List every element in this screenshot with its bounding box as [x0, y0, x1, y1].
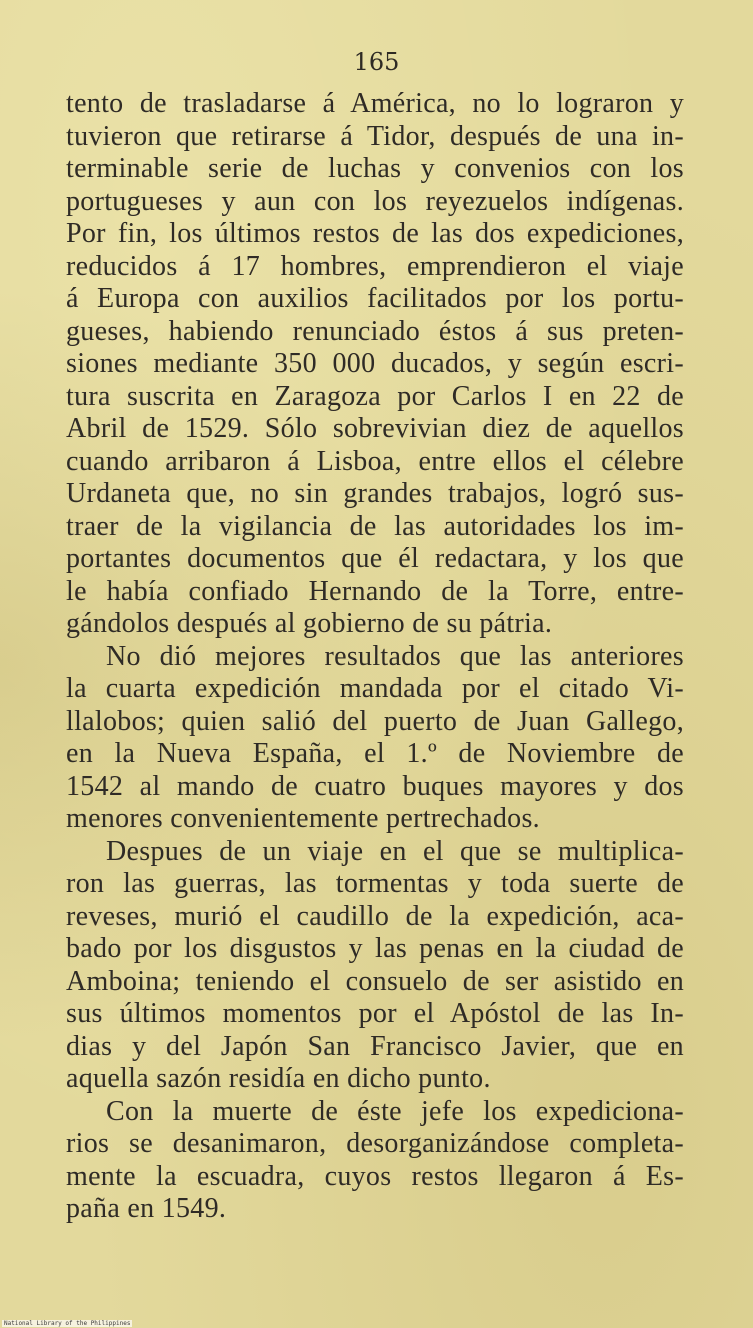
text-line: tuvieron que retirarse á Tidor, después de una in-: [66, 120, 684, 152]
text-line: cuando arribaron á Lisboa, entre ellos el célebre: [66, 445, 684, 477]
text-line: aquella sazón residía en dicho punto.: [66, 1063, 491, 1094]
text-line: Abril de 1529. Sólo sobrevivian diez de aquellos: [66, 413, 684, 444]
text-line: terminable serie de luchas y convenios con los: [66, 153, 684, 184]
text-line: paña en 1549.: [66, 1193, 227, 1224]
body-text: [66, 88, 684, 1226]
text-line: Por fin, los últimos restos de las dos expediciones,: [66, 218, 684, 249]
text-line: Despues de un viaje en el que se multiplica-: [106, 835, 684, 867]
text-line: rios se desanimaron, desorganizándose completa-: [66, 1128, 684, 1159]
text-line: gándolos después al gobierno de su pátria.: [66, 608, 553, 639]
text-line: á Europa con auxilios facilitados por los portu-: [66, 283, 684, 314]
text-line: le había confiado Hernando de la Torre, entre-: [66, 575, 684, 607]
text-line: siones mediante 350 000 ducados, y según escri-: [66, 348, 684, 379]
text-line: menores convenientemente pertrechados.: [66, 803, 540, 834]
text-line: Amboina; teniendo el consuelo de ser asistido en: [66, 965, 684, 997]
text-line: ron las guerras, las tormentas y toda suerte de: [66, 868, 684, 899]
text-line: bado por los disgustos y las penas en la ciudad de: [66, 933, 684, 964]
page-number: 165: [353, 48, 400, 76]
library-credit: National Library of the Philippines: [4, 1320, 131, 1327]
text-line: en la Nueva España, el 1.º de Noviembre de: [66, 738, 684, 769]
text-line: llalobos; quien salió del puerto de Juan Gallego,: [66, 705, 684, 737]
text-line: reveses, murió el caudillo de la expedición, aca-: [66, 900, 684, 932]
text-line: mente la escuadra, cuyos restos llegaron á Es-: [66, 1160, 684, 1192]
text-line: traer de la vigilancia de las autoridades los im-: [66, 510, 684, 542]
text-line: 1542 al mando de cuatro buques mayores y dos: [66, 770, 684, 802]
text-line: tura suscrita en Zaragoza por Carlos I en 22 de: [66, 380, 684, 412]
text-line: No dió mejores resultados que las anteriores: [106, 640, 684, 672]
text-line: portantes documentos que él redactara, y los que: [66, 543, 684, 574]
text-line: dias y del Japón San Francisco Javier, que en: [66, 1030, 684, 1062]
text-line: la cuarta expedición mandada por el citado Vi-: [66, 673, 684, 704]
text-line: gueses, habiendo renunciado éstos á sus preten-: [66, 315, 684, 347]
text-line: portugueses y aun con los reyezuelos indígenas.: [66, 185, 684, 217]
text-line: tento de trasladarse á América, no lo lograron y: [66, 88, 684, 119]
text-line: reducidos á 17 hombres, emprendieron el viaje: [66, 250, 684, 282]
text-line: Con la muerte de éste jefe los expediciona-: [106, 1095, 684, 1127]
text-line: sus últimos momentos por el Apóstol de las In-: [66, 998, 684, 1029]
text-line: Urdaneta que, no sin grandes trabajos, logró sus-: [66, 478, 684, 509]
